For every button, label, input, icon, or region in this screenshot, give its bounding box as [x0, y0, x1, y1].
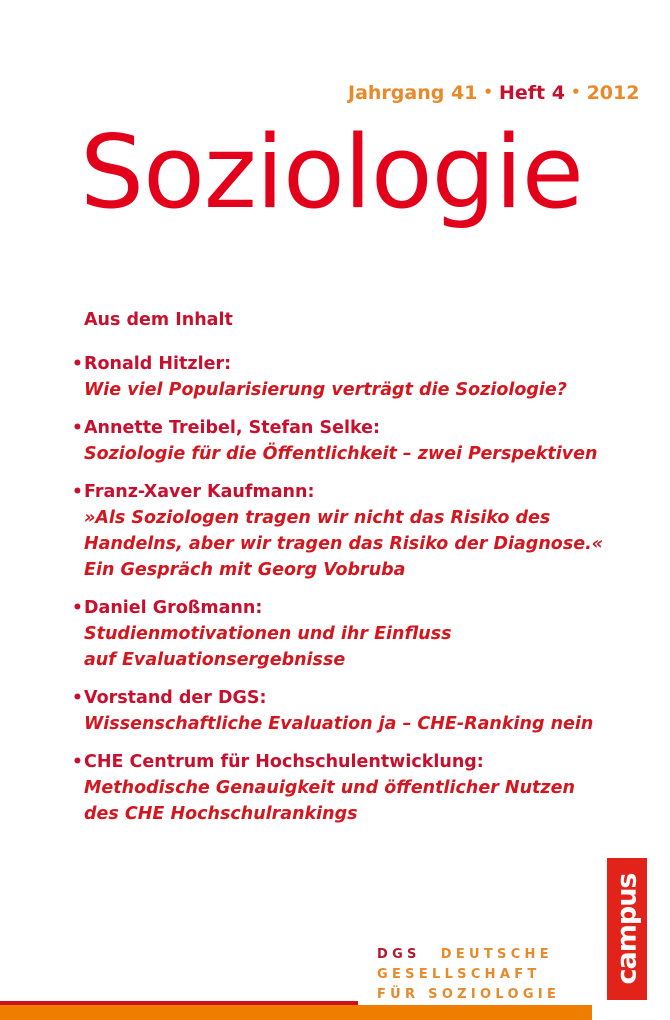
item-author: Daniel Großmann:	[84, 598, 263, 618]
item-title: des CHE Hochschulrankings	[84, 804, 358, 824]
volume-label: Jahrgang 41	[348, 82, 478, 104]
contents-item	[72, 351, 592, 403]
bullet-icon: •	[72, 688, 83, 708]
table-of-contents	[72, 307, 604, 839]
campus-publisher-logo	[607, 858, 647, 1000]
contents-item	[72, 595, 592, 673]
item-author: Ronald Hitzler:	[84, 354, 232, 374]
item-title: Ein Gespräch mit Georg Vobruba	[84, 560, 406, 580]
issue-line	[348, 82, 639, 104]
item-author: Vorstand der DGS:	[84, 688, 267, 708]
contents-item	[72, 415, 598, 467]
dgs-society-logo	[377, 945, 560, 1005]
item-author: Franz-Xaver Kaufmann:	[84, 482, 315, 502]
item-title: Wissenschaftliche Evaluation ja – CHE-Ranking nein	[84, 714, 594, 734]
item-title: Studienmotivationen und ihr Einfluss	[84, 624, 452, 644]
dgs-word-deutsche: DEUTSCHE	[440, 947, 553, 962]
bullet-icon: •	[72, 354, 83, 374]
campus-logo-text: campus	[611, 873, 643, 985]
bullet-icon: •	[72, 752, 83, 772]
separator-dot: •	[570, 83, 581, 101]
contents-item	[72, 749, 592, 827]
issue-label: Heft 4	[499, 82, 565, 104]
item-author: Annette Treibel, Stefan Selke:	[84, 418, 380, 438]
dgs-abbreviation: DGS	[377, 947, 421, 962]
orange-footer-bar	[0, 1005, 592, 1020]
bullet-icon: •	[72, 418, 83, 438]
item-author: CHE Centrum für Hochschulentwicklung:	[84, 752, 484, 772]
dgs-line-2: GESELLSCHAFT	[377, 967, 541, 982]
contents-item	[72, 479, 604, 583]
separator-dot: •	[483, 83, 493, 101]
dgs-line-3: FÜR SOZIOLOGIE	[377, 987, 561, 1002]
bullet-icon: •	[72, 598, 83, 618]
item-title: Handelns, aber wir tragen das Risiko der Diagnose.«	[84, 534, 604, 554]
year-label: 2012	[586, 82, 640, 104]
item-title: Wie viel Popularisierung verträgt die Soziologie?	[84, 380, 567, 400]
item-title: auf Evaluationsergebnisse	[84, 650, 346, 670]
item-title: »Als Soziologen tragen wir nicht das Risiko des	[84, 508, 551, 528]
bullet-icon: •	[72, 482, 83, 502]
contents-heading: Aus dem Inhalt	[84, 310, 233, 330]
item-title: Soziologie für die Öffentlichkeit – zwei Perspektiven	[84, 444, 598, 464]
dgs-line-1	[377, 945, 560, 965]
journal-title: Soziologie	[80, 113, 583, 231]
item-title: Methodische Genauigkeit und öffentlicher Nutzen	[84, 778, 575, 798]
contents-item	[72, 685, 592, 737]
